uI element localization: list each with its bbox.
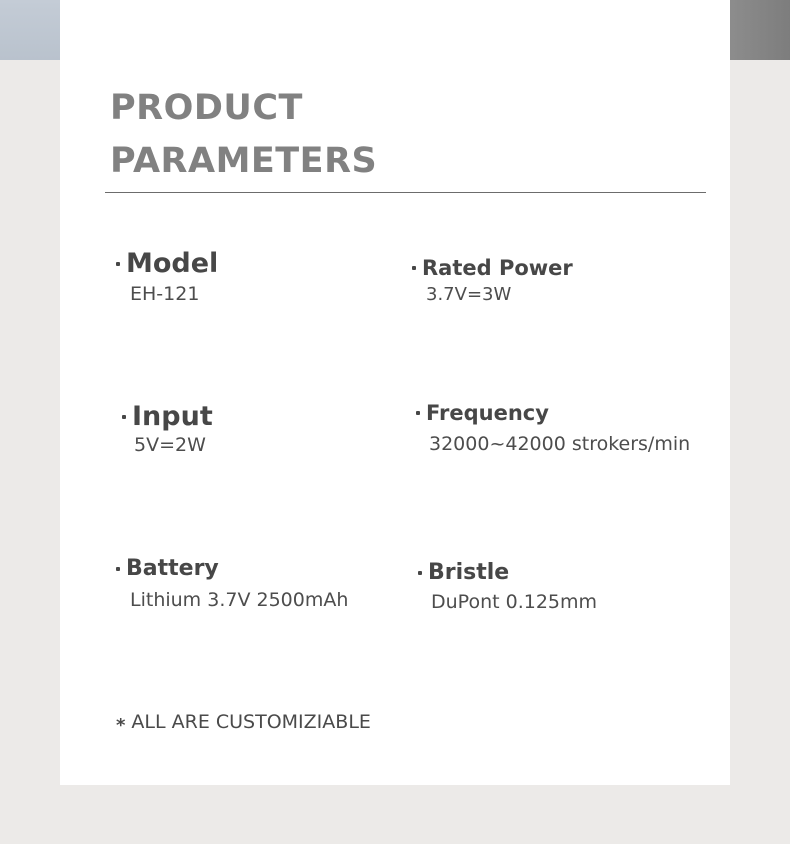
param-input-label: Input <box>132 401 213 432</box>
param-model <box>116 248 218 305</box>
asterisk-icon: * <box>116 715 126 736</box>
param-label <box>412 256 573 280</box>
param-frequency <box>416 401 690 455</box>
param-model-label: Model <box>126 248 219 279</box>
title-line-2: PARAMETERS <box>110 141 378 181</box>
param-rated-power <box>412 256 573 305</box>
param-frequency-value: 32000~42000 strokers/min <box>429 433 691 455</box>
bullet-dot-icon <box>416 411 420 415</box>
param-battery <box>116 556 348 611</box>
bullet-dot-icon <box>116 262 120 266</box>
title-divider <box>105 192 706 193</box>
param-label <box>116 556 348 581</box>
param-label <box>116 248 218 279</box>
param-label <box>122 401 213 432</box>
param-battery-label: Battery <box>126 556 219 581</box>
param-frequency-label: Frequency <box>426 401 549 425</box>
param-input <box>122 401 213 456</box>
top-band-right <box>728 0 790 60</box>
param-bristle <box>418 560 597 613</box>
top-band-left <box>0 0 62 60</box>
parameters-card <box>60 0 730 785</box>
param-rated-power-value: 3.7V=3W <box>426 284 512 305</box>
title-line-1: PRODUCT <box>110 88 303 128</box>
param-bristle-label: Bristle <box>428 560 510 585</box>
customizable-note <box>116 711 371 736</box>
param-model-value: EH-121 <box>130 283 200 305</box>
page-title <box>110 82 377 188</box>
param-input-value: 5V=2W <box>134 434 206 456</box>
param-battery-value: Lithium 3.7V 2500mAh <box>130 589 349 611</box>
bullet-dot-icon <box>412 266 416 270</box>
bullet-dot-icon <box>418 571 422 575</box>
param-rated-power-label: Rated Power <box>422 256 573 280</box>
note-text: ALL ARE CUSTOMIZIABLE <box>131 711 371 733</box>
bullet-dot-icon <box>116 567 120 571</box>
bullet-dot-icon <box>122 415 126 419</box>
param-bristle-value: DuPont 0.125mm <box>431 591 598 613</box>
param-label <box>418 560 597 585</box>
param-label <box>416 401 690 425</box>
